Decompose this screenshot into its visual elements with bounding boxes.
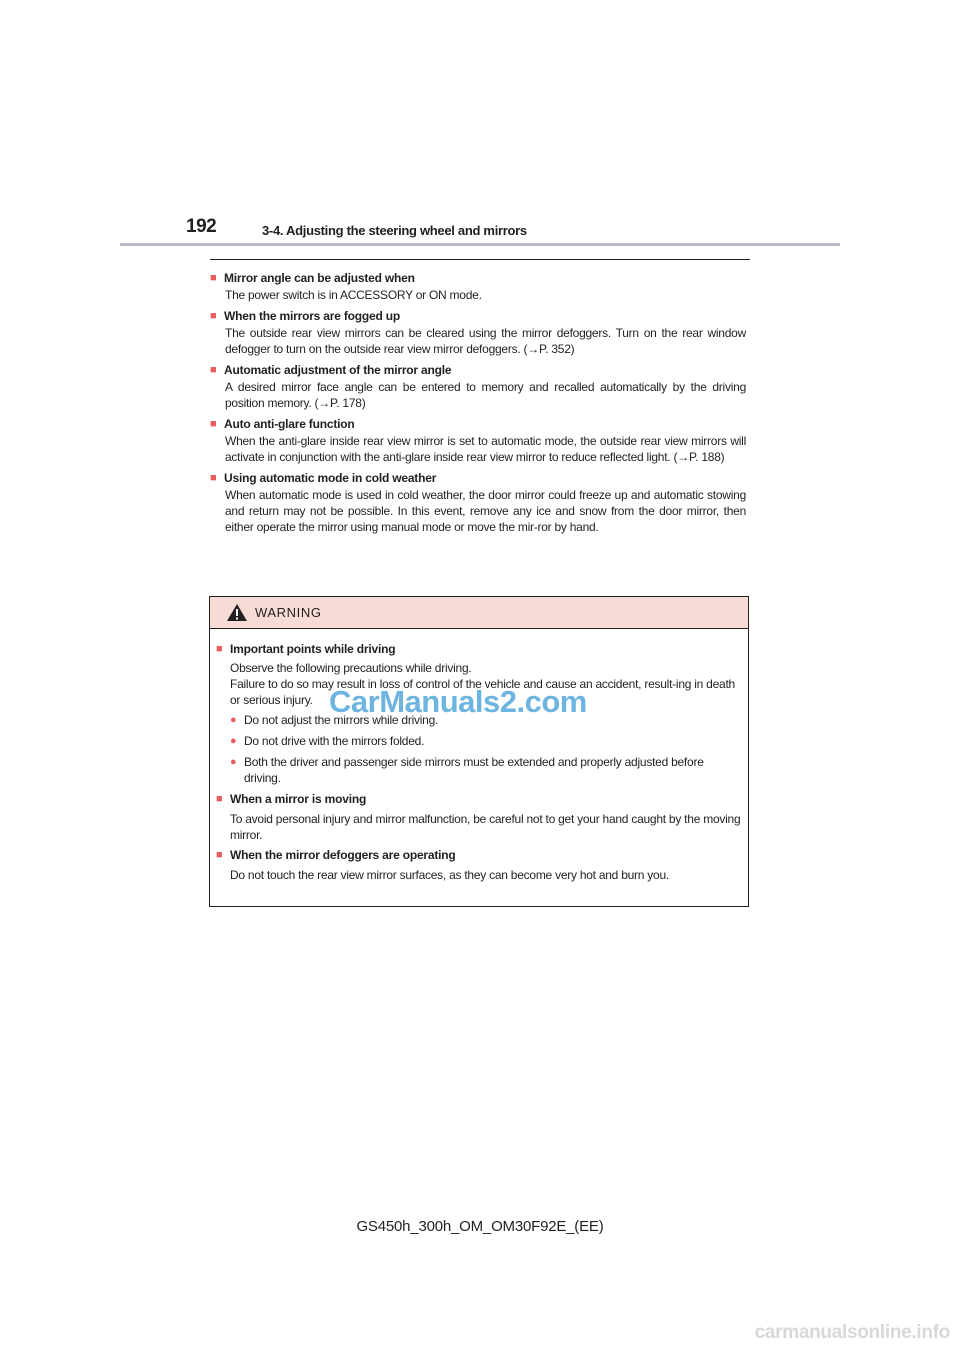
footer-site-link[interactable]: carmanualsonline.info — [754, 1322, 950, 1343]
note-item — [210, 308, 746, 357]
watermark: CarManuals2.com — [329, 684, 587, 719]
circle-bullet-icon: ● — [230, 756, 237, 768]
square-bullet-icon: ■ — [216, 643, 223, 655]
note-item — [210, 416, 746, 465]
page-number: 192 — [186, 216, 217, 237]
note-item — [210, 470, 746, 535]
warning-triangle-icon — [226, 603, 248, 622]
warning-bullet — [216, 754, 742, 786]
section-title: 3-4. Adjusting the steering wheel and mirrors — [262, 223, 527, 238]
square-bullet-icon: ■ — [210, 310, 217, 322]
warning-section-title: Important points while driving — [230, 642, 396, 656]
warning-header — [210, 597, 748, 629]
warning-section — [216, 791, 742, 843]
note-title: Using automatic mode in cold weather — [224, 471, 437, 485]
square-bullet-icon: ■ — [210, 272, 217, 284]
warning-bullet-text: Do not adjust the mirrors while driving. — [244, 713, 439, 727]
warning-section — [216, 847, 742, 883]
note-item — [210, 362, 746, 411]
note-body: When automatic mode is used in cold weather, the door mirror could freeze up and automatic stowing and return may not be possible. In this event, remove any ice and snow from the door mirror, then either operate the mirror using manual mode or move the mir-ror by hand. — [225, 488, 746, 534]
note-item — [210, 270, 746, 303]
content-divider — [210, 259, 750, 260]
note-title: Auto anti-glare function — [224, 417, 355, 431]
note-title: Automatic adjustment of the mirror angle — [224, 363, 452, 377]
warning-text: To avoid personal injury and mirror malfunction, be careful not to get your hand caught by the moving mirror. — [230, 812, 741, 842]
warning-bullet-text: Do not drive with the mirrors folded. — [244, 734, 425, 748]
warning-section-title: When the mirror defoggers are operating — [230, 848, 456, 862]
warning-text: Observe the following precautions while driving. — [230, 661, 472, 675]
warning-label: WARNING — [255, 605, 322, 620]
warning-bullets — [216, 712, 742, 786]
circle-bullet-icon: ● — [230, 735, 237, 747]
square-bullet-icon: ■ — [210, 472, 217, 484]
note-body: A desired mirror face angle can be entered to memory and recalled automatically by the driving position memory. (→P. 178) — [225, 380, 746, 410]
header-divider — [120, 243, 840, 246]
warning-section-title: When a mirror is moving — [230, 792, 367, 806]
warning-text: Failure to do so may result in loss of control of the vehicle and cause an accident, result-ing in death or serious injury. — [230, 677, 735, 707]
note-title: Mirror angle can be adjusted when — [224, 271, 415, 285]
warning-bullet-text: Both the driver and passenger side mirrors must be extended and properly adjusted before driving. — [244, 755, 704, 785]
warning-body — [210, 629, 748, 883]
notes-list — [210, 270, 746, 540]
square-bullet-icon: ■ — [216, 849, 223, 861]
warning-box — [209, 596, 749, 907]
note-body: The power switch is in ACCESSORY or ON mode. — [225, 288, 482, 302]
square-bullet-icon: ■ — [216, 793, 223, 805]
footer-manual-code: GS450h_300h_OM_OM30F92E_(EE) — [356, 1218, 604, 1235]
note-body: The outside rear view mirrors can be cleared using the mirror defoggers. Turn on the rear window defogger to turn on the outside rear view mirror defoggers. (→P. 352) — [225, 326, 746, 356]
square-bullet-icon: ■ — [210, 364, 217, 376]
note-body: When the anti-glare inside rear view mirror is set to automatic mode, the outside rear view mirrors will activate in conjunction with the anti-glare inside rear view mirror to reduce reflected light. (→P. 188) — [225, 434, 746, 464]
warning-bullet — [216, 733, 742, 749]
note-title: When the mirrors are fogged up — [224, 309, 401, 323]
circle-bullet-icon: ● — [230, 714, 237, 726]
warning-text: Do not touch the rear view mirror surfaces, as they can become very hot and burn you. — [230, 868, 669, 882]
square-bullet-icon: ■ — [210, 418, 217, 430]
